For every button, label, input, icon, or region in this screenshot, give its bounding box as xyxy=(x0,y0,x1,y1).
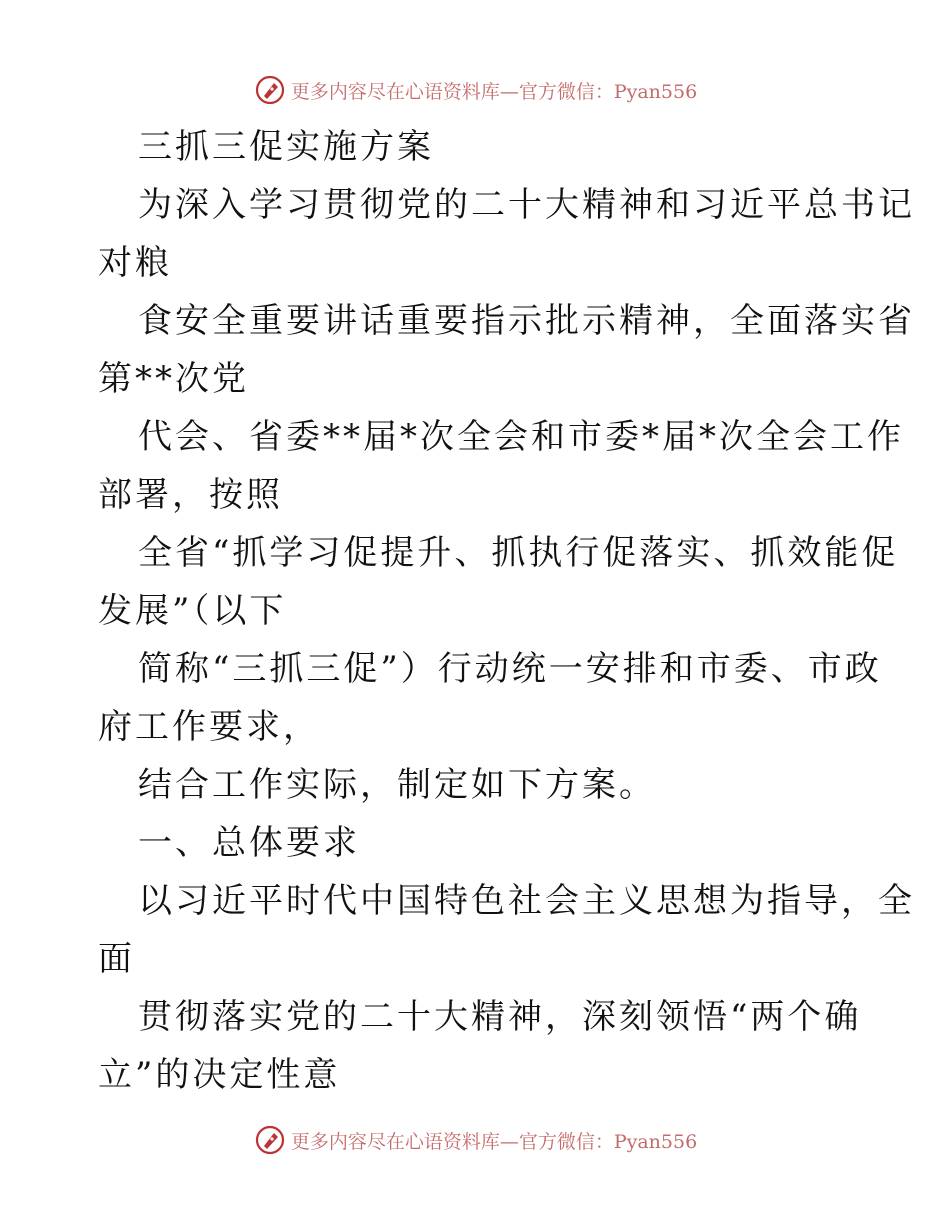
text-line: 部署，按照 xyxy=(98,475,283,515)
watermark-footer xyxy=(0,1120,950,1160)
watermark-text: 更多内容尽在心语资料库—官方微信：Pyan556 xyxy=(290,80,698,103)
pen-nib-logo-icon xyxy=(253,73,287,107)
text-line: 代会、省委**届*次全会和市委*届*次全会工作 xyxy=(138,417,904,457)
text-line: 全省“抓学习促提升、抓执行促落实、抓效能促 xyxy=(138,533,899,573)
pen-nib-logo-icon xyxy=(253,1123,287,1157)
text-line: 三抓三促实施方案 xyxy=(138,127,434,167)
watermark-header xyxy=(0,70,950,110)
text-line: 为深入学习贯彻党的二十大精神和习近平总书记 xyxy=(138,185,915,225)
document-body xyxy=(98,118,915,1104)
text-line: 府工作要求， xyxy=(98,707,320,747)
text-line: 食安全重要讲话重要指示批示精神，全面落实省 xyxy=(138,301,915,341)
text-line: 第**次党 xyxy=(98,359,249,399)
text-line: 对粮 xyxy=(98,243,172,283)
text-line: 简称“三抓三促”）行动统一安排和市委、市政 xyxy=(138,649,882,689)
watermark-text: 更多内容尽在心语资料库—官方微信：Pyan556 xyxy=(290,1130,698,1153)
text-line: 贯彻落实党的二十大精神，深刻领悟“两个确 xyxy=(138,997,862,1037)
text-line: 以习近平时代中国特色社会主义思想为指导，全 xyxy=(138,881,915,921)
text-line: 结合工作实际，制定如下方案。 xyxy=(138,765,656,805)
text-line: 立”的决定性意 xyxy=(98,1055,341,1095)
text-line: 发展”（以下 xyxy=(98,591,287,631)
text-line: 一、总体要求 xyxy=(138,823,360,863)
text-line: 面 xyxy=(98,939,135,979)
